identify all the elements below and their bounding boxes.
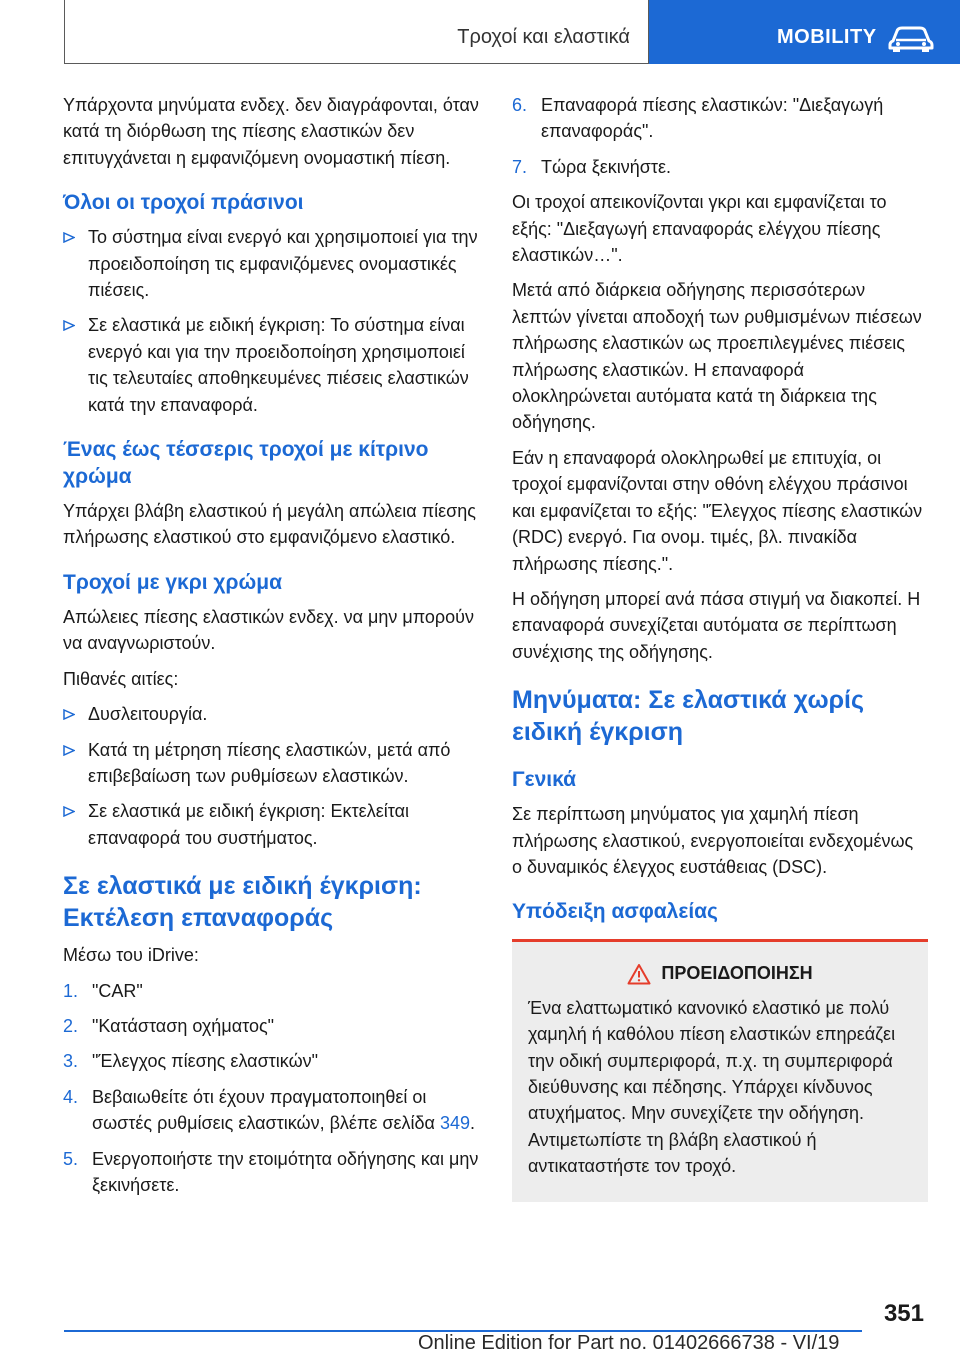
- triangle-bullet-icon: [63, 806, 75, 817]
- general-text: Σε περίπτωση μηνύματος για χαμηλή πίεση πλήρωσης ελαστικού, ενεργοποιείται ενδεχομένως ο δυναμικός έλεγχος ευστάθειας (DSC).: [512, 804, 914, 877]
- triangle-bullet-icon: [63, 232, 75, 243]
- section-title: Τροχοί και ελαστικά: [457, 26, 630, 48]
- list-item: 5. Ενεργοποιήστε την ετοιμότητα οδήγησης και μην ξεκινήσετε.: [63, 1148, 479, 1195]
- list-item: 2. "Κατάσταση οχήματος": [63, 1015, 275, 1036]
- header-section-box: [64, 0, 649, 64]
- heading-safety-note: Υπόδειξη ασφαλείας: [512, 900, 718, 924]
- brand-label: MOBILITY: [777, 26, 877, 48]
- paragraph: Οι τροχοί απεικονίζονται γκρι και εμφανίζεται το εξής: "Διεξαγωγή επαναφοράς ελέγχου πίεσης ελαστικών…".: [512, 192, 887, 266]
- heading-general: Γενικά: [512, 768, 577, 792]
- paragraph: Η οδήγηση μπορεί ανά πάσα στιγμή να διακοπεί. Η επαναφορά συνεχίζεται αυτόματα σε περίπτωση συνέχισης της οδήγησης.: [512, 588, 921, 662]
- warning-header: [528, 960, 912, 986]
- warning-title: ΠΡΟΕΙΔΟΠΟΙΗΣΗ: [661, 963, 813, 984]
- paragraph: Μετά από διάρκεια οδήγησης περισσότερων λεπτών γίνεται αποδοχή των ρυθμισμένων πιέσεων πλήρωσης ελαστικών ως προεπιλεγμένες πιέσεις πλήρωσης ελαστικών. Η επαναφορά ολοκληρώνεται αυτόματα κατά τη διάρκεια της οδήγησης.: [512, 280, 922, 433]
- list-item: 6. Επαναφορά πίεσης ελαστικών: "Διεξαγωγή επαναφοράς".: [512, 95, 884, 142]
- list-item: 4. Βεβαιωθείτε ότι έχουν πραγματοποιηθεί οι σωστές ρυθμίσεις ελαστικών, βλέπε σελίδα 349.: [63, 1086, 476, 1134]
- list-item: 3. "Έλεγχος πίεσης ελαστικών": [63, 1051, 319, 1072]
- paragraph: Εάν η επαναφορά ολοκληρωθεί με επιτυχία, οι τροχοί εμφανίζονται στην οθόνη ελέγχου πράσινοι και εμφανίζεται το εξής: "Έλεγχος πίεσης ελαστικών (RDC) ενεργό. Για ονομ. τιμές, βλ. πινακίδα πλήρωσης πίεσης.".: [512, 447, 923, 574]
- reset-steps-list: [63, 978, 479, 1199]
- grey-wheels-text: Απώλειες πίεσης ελαστικών ενδεχ. να μην μπορούν να αναγνωριστούν.: [63, 606, 475, 654]
- via-idrive: Μέσω του iDrive:: [63, 945, 199, 966]
- causes-list: [63, 701, 479, 851]
- page-reference-link[interactable]: 349: [439, 1113, 470, 1134]
- list-item: 1. "CAR": [63, 980, 143, 1001]
- yellow-wheels-text: Υπάρχει βλάβη ελαστικού ή μεγάλη απώλεια πίεσης πλήρωσης ελαστικού στο εμφανιζόμενο ελαστικό.: [63, 501, 476, 548]
- warning-triangle-icon: [627, 963, 651, 985]
- warning-text: Ένα ελαττωματικό κανονικό ελαστικό με πολύ χαμηλή ή καθόλου πίεση ελαστικών επηρεάζει την οδική συμπεριφορά, π.χ. τη συμπεριφορά διεύθυνσης και πέδησης. Υπάρχει κίνδυνος ατυχήματος. Μην συνεχίζετε την οδήγηση. Αντιμετωπίστε τη βλάβη ελαστικού ή αντικαταστήστε τον τροχό.: [528, 997, 896, 1177]
- triangle-bullet-icon: [63, 709, 75, 720]
- heading-yellow-wheels: Ένας έως τέσσερις τροχοί με κίτρινο χρώμα: [63, 438, 429, 489]
- intro-paragraph: Υπάρχοντα μηνύματα ενδεχ. δεν διαγράφονται, όταν κατά τη διόρθωση της πίεσης ελαστικών δεν επιτυγχάνεται η εμφανιζόμενη ονομαστική πίεση.: [63, 95, 479, 168]
- list-item: Δυσλειτουργία.: [63, 701, 479, 727]
- triangle-bullet-icon: [63, 745, 75, 756]
- brand-tab: [649, 0, 960, 64]
- heading-reset: Σε ελαστικά με ειδική έγκριση: Εκτέλεση επαναφοράς: [63, 872, 422, 933]
- list-item: Το σύστημα είναι ενεργό και χρησιμοποιεί για την προειδοποίηση τις εμφανιζόμενες ονομαστικές πιέσεις.: [63, 224, 479, 303]
- all-green-list: [63, 224, 479, 418]
- reset-steps-continued: [512, 92, 928, 180]
- footer-edition: [418, 1332, 839, 1355]
- list-item: Σε ελαστικά με ειδική έγκριση: Εκτελείται επαναφορά του συστήματος.: [63, 798, 479, 851]
- heading-messages: Μηνύματα: Σε ελαστικά χωρίς ειδική έγκριση: [512, 686, 864, 747]
- triangle-bullet-icon: [63, 320, 75, 331]
- heading-all-green: Όλοι οι τροχοί πράσινοι: [63, 191, 304, 215]
- edition-text: Online Edition for Part no. 01402666738 - VI/19: [418, 1332, 840, 1354]
- list-item: 7. Τώρα ξεκινήστε.: [512, 156, 672, 177]
- warning-box: [512, 939, 928, 1201]
- possible-causes-label: Πιθανές αιτίες:: [63, 668, 179, 689]
- heading-grey-wheels: Τροχοί με γκρι χρώμα: [63, 570, 282, 594]
- list-item: Κατά τη μέτρηση πίεσης ελαστικών, μετά από επιβεβαίωση των ρυθμίσεων ελαστικών.: [63, 737, 479, 790]
- list-item: Σε ελαστικά με ειδική έγκριση: Το σύστημα είναι ενεργό και για την προειδοποίηση χρησιμοποιεί τις τελευταίες αποθηκευμένες πιέσεις ελαστικών κατά την επαναφορά.: [63, 312, 479, 418]
- left-column: [63, 92, 479, 1207]
- car-icon: [887, 24, 935, 52]
- right-column: [512, 92, 928, 1202]
- page-number: 351: [883, 1300, 924, 1327]
